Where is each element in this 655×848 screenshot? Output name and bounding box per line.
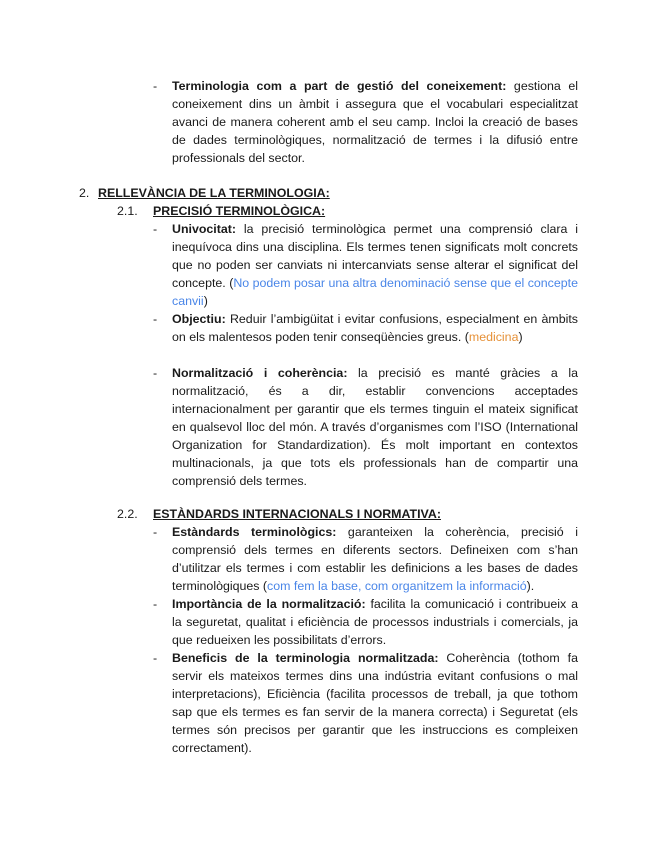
bullet-beneficis xyxy=(153,649,578,757)
bullet-close: ) xyxy=(203,294,208,308)
bullet-importancia-normalitzacio xyxy=(153,595,578,649)
bullet-dash: - xyxy=(153,651,158,665)
bullet-text: la precisió terminològica permet una comprensió clara i inequívoca dins una disciplina. Els termes tenen significats molt concrets que no poden ser canviats ni intercanviats sense alterar el significat del concepte. ( xyxy=(172,222,578,290)
bullet-dash: - xyxy=(153,525,158,539)
bullet-normalitzacio-coherencia xyxy=(153,364,578,490)
bullet-text: la precisió es manté gràcies a la normalització, és a dir, establir convencions acceptades internacionalment per garantir que els termes tinguin el mateix significat en qualsevol lloc del món. A través d’organismes com l’ISO (International Organization for Standardization). És molt important en contextos multinacionals, ja que tots els professionals han de compartir una comprensió dels termes. xyxy=(172,366,578,488)
section-number: 2. xyxy=(79,186,90,200)
section-title: RELLEVÀNCIA DE LA TERMINOLOGIA: xyxy=(98,186,330,200)
bullet-text: Reduir l’ambigüitat i evitar confusions, especialment en àmbits on els malentesos poden tenir conseqüències greus. ( xyxy=(172,312,578,344)
bullet-dash: - xyxy=(153,366,158,380)
bullet-note: No podem posar una altra denominació sense que el concepte canvii xyxy=(172,276,578,308)
bullet-lead: Estàndards terminològics: xyxy=(172,525,337,539)
subsection-number: 2.2. xyxy=(117,507,138,521)
bullet-text: Coherència (tothom fa servir els mateixos termes dins una indústria evitant confusions o mal interpretacions), Eficiència (facilita processos de treball, ja que tothom sap que els termes es fan servir de la manera correcta) i Seguretat (els termes són precisos per garantir que les instruccions es compleixen correctament). xyxy=(172,651,578,755)
bullet-lead: Normalització i coherència: xyxy=(172,366,348,380)
bullet-close: ) xyxy=(518,330,523,344)
bullet-objectiu xyxy=(153,310,578,346)
bullet-note: medicina xyxy=(468,330,519,344)
bullet-text: garanteixen la coherència, precisió i comprensió dels termes en diferents sectors. Defineixen com s’han d’utilitzar els termes i com establir les definicions a les bases de dades terminològiques ( xyxy=(172,525,578,593)
subsection-number: 2.1. xyxy=(117,204,138,218)
bullet-knowledge-management xyxy=(153,77,578,167)
bullet-dash: - xyxy=(153,312,158,326)
bullet-lead: Beneficis de la terminologia normalitzada: xyxy=(172,651,439,665)
bullet-lead: Objectiu: xyxy=(172,312,226,326)
bullet-estandards-terminologics xyxy=(153,523,578,595)
bullet-note: com fem la base, com organitzem la informació xyxy=(267,579,527,593)
bullet-text: gestiona el coneixement dins un àmbit i assegura que el vocabulari especialitzat avanci de manera coherent amb el seu camp. Incloi la creació de bases de dades terminològiques, normalització de termes i la difusió entre professionals del sector. xyxy=(172,79,578,165)
bullet-lead: Univocitat: xyxy=(172,222,237,236)
subsection-title: PRECISIÓ TERMINOLÒGICA: xyxy=(153,204,326,218)
bullet-dash: - xyxy=(153,222,158,236)
bullet-lead: Terminologia com a part de gestió del coneixement: xyxy=(172,79,507,93)
subsection-title: ESTÀNDARDS INTERNACIONALS I NORMATIVA: xyxy=(153,507,441,521)
bullet-dash: - xyxy=(153,597,158,611)
bullet-close: ). xyxy=(526,579,535,593)
bullet-lead: Importància de la normalització: xyxy=(172,597,366,611)
bullet-text: facilita la comunicació i contribueix a la seguretat, qualitat i eficiència de processos industrials i comercials, ja que redueixen les possibilitats d’errors. xyxy=(172,597,578,647)
bullet-univocitat xyxy=(153,220,578,310)
bullet-dash: - xyxy=(153,79,158,93)
